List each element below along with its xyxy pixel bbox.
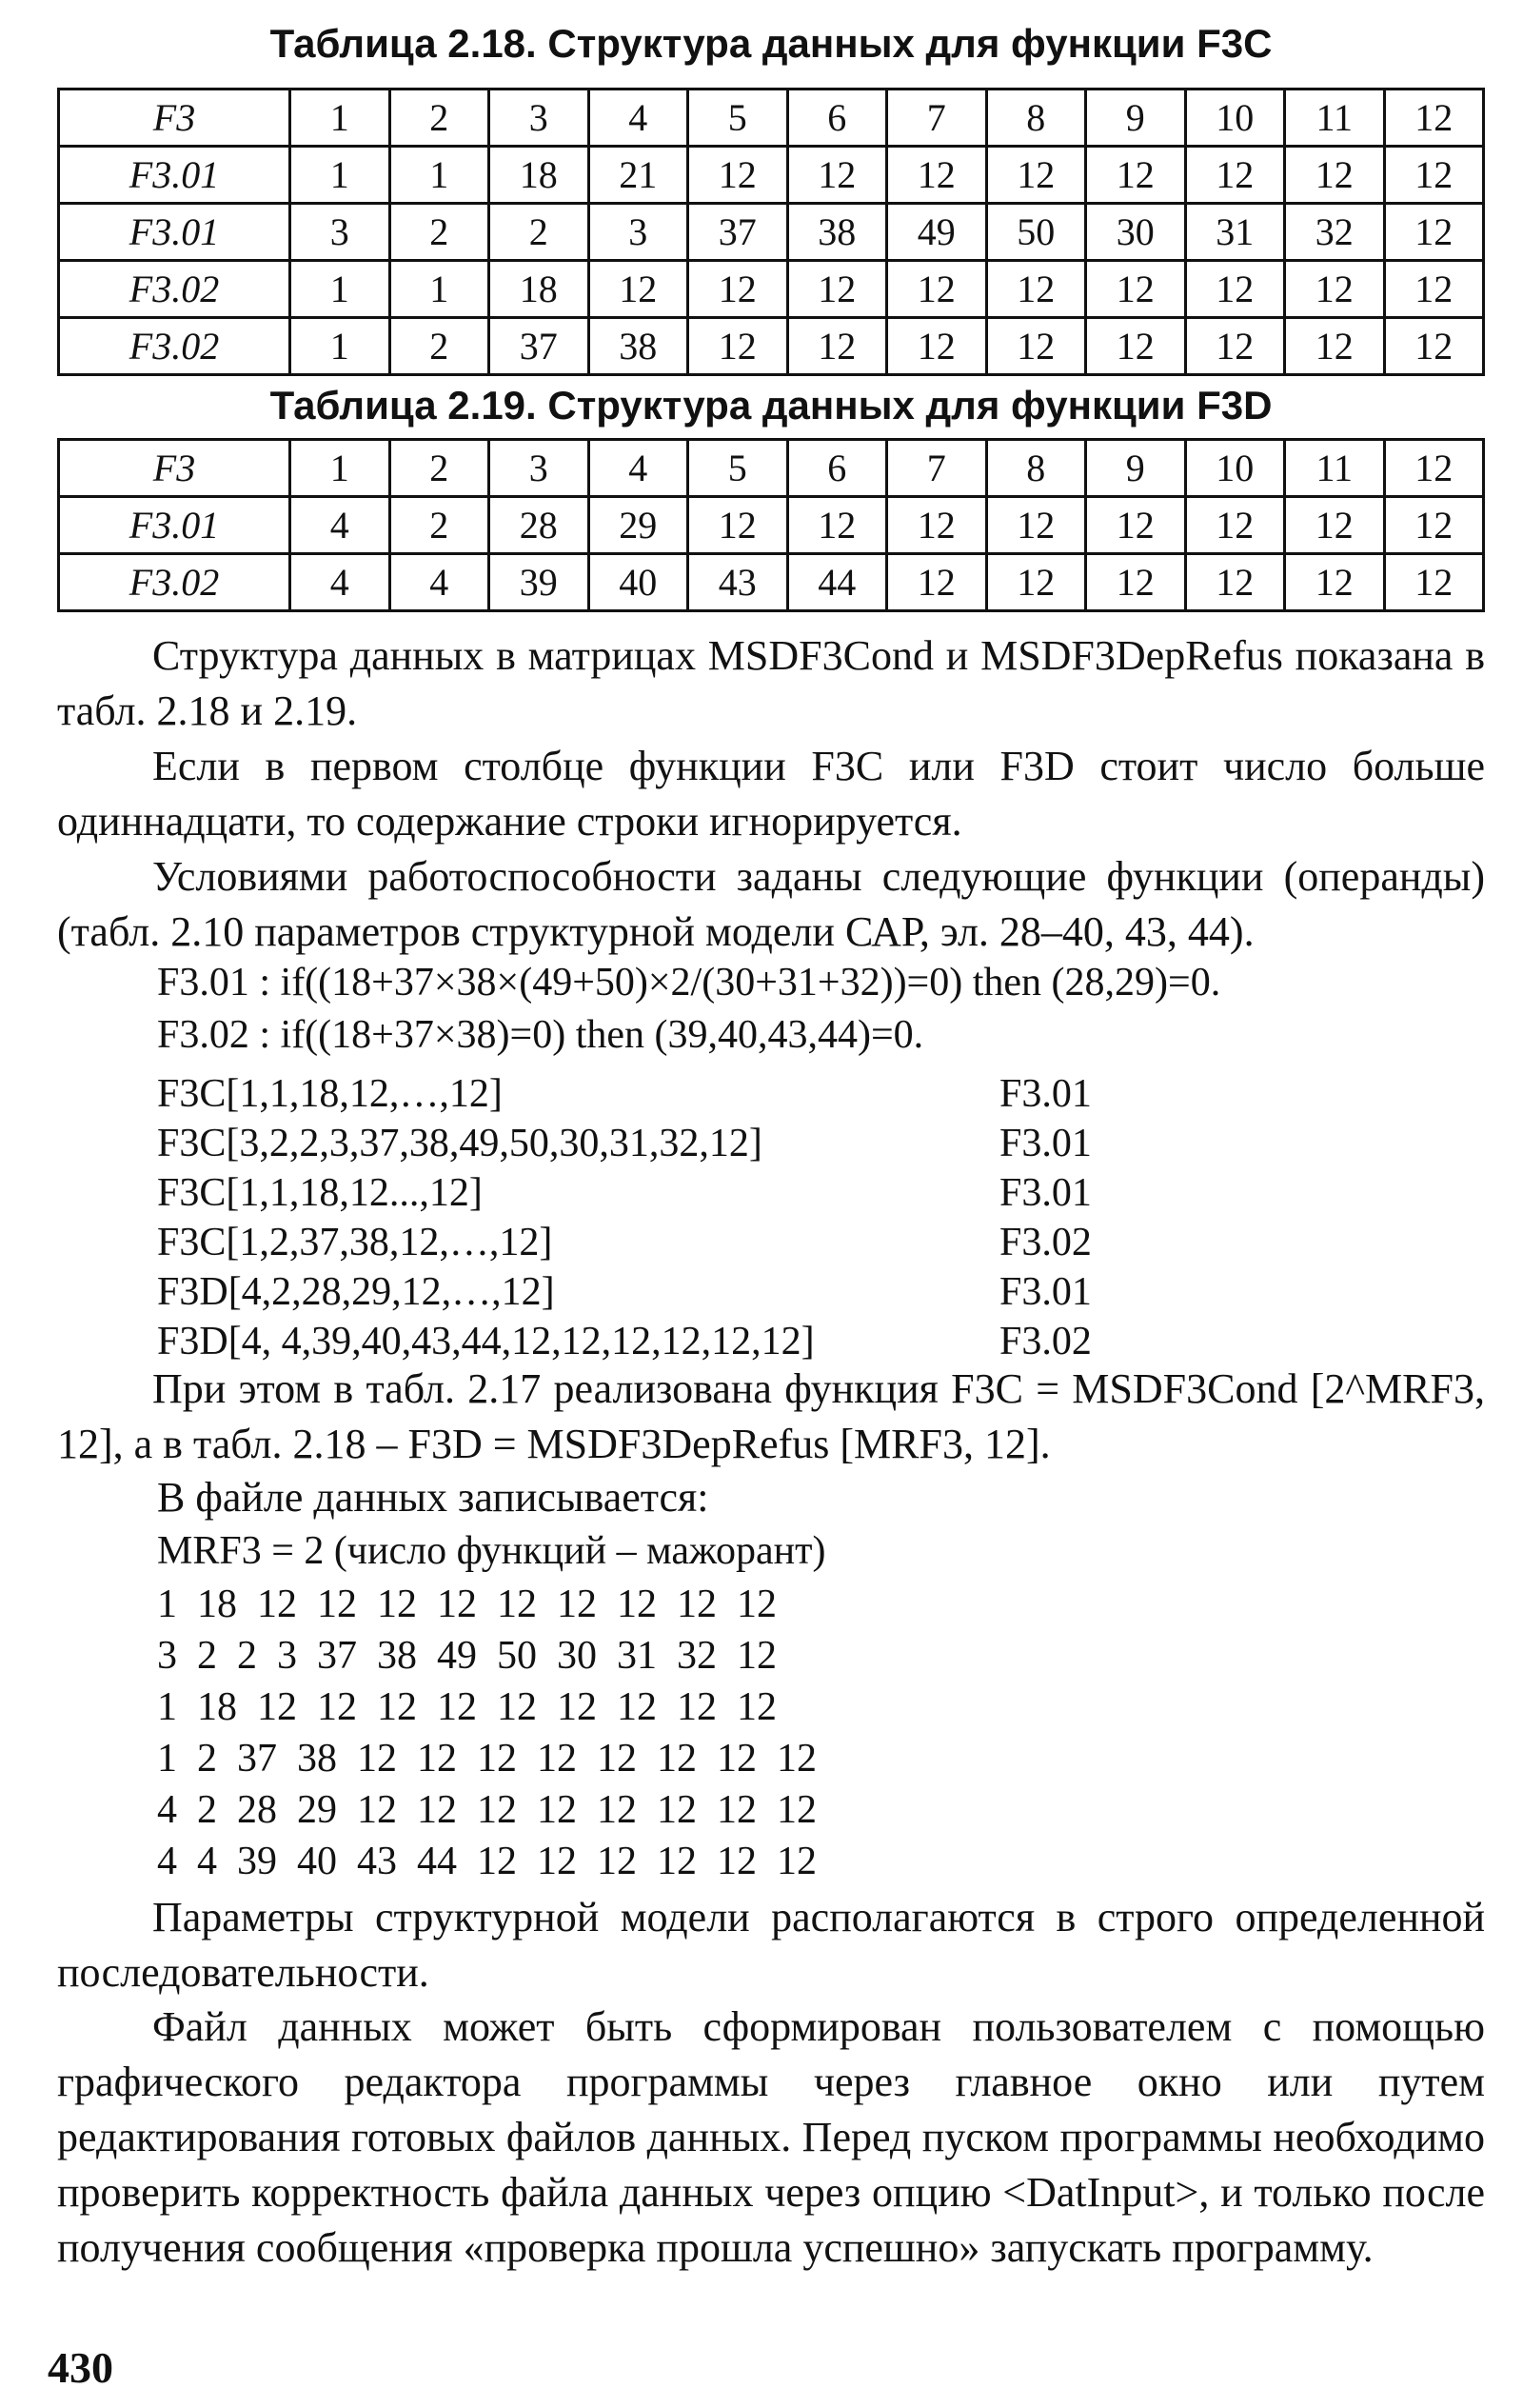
table-cell: F3.01 [59,204,290,261]
file-data-heading: В файле данных записывается: [157,1474,709,1521]
table-cell: 1 [389,147,489,204]
function-call: F3C[3,2,2,3,37,38,49,50,30,31,32,12] [157,1122,762,1165]
table-cell: 39 [489,554,589,611]
table-cell: 7 [887,440,987,497]
data-file-line: 1 2 37 38 12 12 12 12 12 12 12 12 [157,1737,817,1781]
table-row [59,147,1484,204]
paragraph-conditions [57,849,1485,960]
table-cell: 12 [1185,261,1285,318]
table-cell: 12 [1086,554,1186,611]
table-cell: 12 [787,261,887,318]
table-cell: F3 [59,440,290,497]
table-cell: 6 [787,440,887,497]
table-cell: 10 [1185,440,1285,497]
table-cell: 11 [1285,90,1385,147]
table-cell: 12 [1086,261,1186,318]
table-row [59,261,1484,318]
function-call: F3D[4,2,28,29,12,…,12] [157,1270,555,1314]
table-cell: 28 [489,497,589,554]
table-cell: 11 [1285,440,1385,497]
data-file-line: 4 4 39 40 43 44 12 12 12 12 12 12 [157,1840,817,1883]
table-row [59,497,1484,554]
formula-f3-02: F3.02 : if((18+37×38)=0) then (39,40,43,44)=0. [157,1013,924,1057]
table-cell: 10 [1185,90,1285,147]
paragraph-implementation-text: При этом в табл. 2.17 реализована функция F3C = MSDF3Cond [2^MRF3, 12], а в табл. 2.18 – F3D = MSDF3DepRefus [MRF3, 12]. [57,1365,1485,1467]
table-cell: 12 [986,147,1086,204]
table-cell: 9 [1086,440,1186,497]
table-cell: 31 [1185,204,1285,261]
table-cell: 4 [290,497,390,554]
paragraph-file-creation [57,2000,1485,2276]
table-cell: F3.02 [59,318,290,375]
table-cell: 12 [787,147,887,204]
table-cell: 1 [389,261,489,318]
table-cell: F3.02 [59,261,290,318]
table-cell: 4 [588,440,688,497]
table-cell: 12 [1384,440,1484,497]
table-header-row [59,440,1484,497]
table-cell: 12 [1185,554,1285,611]
table-cell: 4 [290,554,390,611]
function-call-operand: F3.01 [999,1171,1092,1215]
paragraph-column-rule [57,739,1485,849]
table-cell: 12 [1185,318,1285,375]
table-cell: 12 [986,318,1086,375]
table-cell: 4 [588,90,688,147]
paragraph-conditions-text: Условиями работоспособности заданы следующие функции (операнды) (табл. 2.10 параметров структурной модели САР, эл. 28–40, 43, 44). [57,853,1485,955]
function-call-operand: F3.01 [999,1072,1092,1116]
table-cell: 12 [1384,204,1484,261]
paragraph-order-text: Параметры структурной модели располагаются в строго определенной последовательности. [57,1894,1485,1996]
table-cell: 12 [1185,497,1285,554]
table-cell: 43 [688,554,788,611]
table-cell: 5 [688,90,788,147]
function-call-operand: F3.02 [999,1221,1092,1264]
table-cell: 2 [389,90,489,147]
table-cell: F3.01 [59,147,290,204]
table-2-18-caption: Таблица 2.18. Структура данных для функции F3C [269,21,1273,66]
table-cell: 37 [489,318,589,375]
table-cell: 12 [887,261,987,318]
paragraph-column-rule-text: Если в первом столбце функции F3C или F3D стоит число больше одиннадцати, то содержание строки игнорируется. [57,743,1485,845]
paragraph-structure [57,628,1485,739]
table-cell: 2 [389,318,489,375]
table-cell: 2 [389,497,489,554]
table-cell: 3 [489,90,589,147]
table-cell: 12 [1285,497,1385,554]
table-cell: 40 [588,554,688,611]
table-cell: 12 [1384,497,1484,554]
table-cell: 8 [986,440,1086,497]
table-cell: 12 [1384,90,1484,147]
table-cell: 49 [887,204,987,261]
table-cell: 12 [688,261,788,318]
data-file-line: 3 2 2 3 37 38 49 50 30 31 32 12 [157,1634,777,1678]
table-cell: 12 [588,261,688,318]
table-cell: 29 [588,497,688,554]
table-cell: 12 [1285,554,1385,611]
table-cell: 1 [290,440,390,497]
table-cell: 8 [986,90,1086,147]
table-cell: 12 [1185,147,1285,204]
table-cell: 5 [688,440,788,497]
table-cell: 12 [1384,554,1484,611]
table-row [59,554,1484,611]
table-cell: 12 [986,554,1086,611]
table-cell: 12 [688,497,788,554]
table-2-19-caption: Таблица 2.19. Структура данных для функции F3D [269,383,1273,428]
table-cell: 12 [1384,261,1484,318]
table-cell: 1 [290,261,390,318]
table-cell: 12 [887,554,987,611]
data-file-line: 1 18 12 12 12 12 12 12 12 12 12 [157,1685,777,1729]
table-cell: 21 [588,147,688,204]
function-call-operand: F3.02 [999,1320,1092,1363]
function-call: F3D[4, 4,39,40,43,44,12,12,12,12,12,12] [157,1320,815,1363]
table-2-18 [57,88,1485,376]
table-2-19 [57,438,1485,612]
table-cell: 38 [588,318,688,375]
table-cell: 4 [389,554,489,611]
paragraph-implementation [57,1362,1485,1472]
function-call: F3C[1,1,18,12...,12] [157,1171,483,1215]
table-cell: 12 [688,147,788,204]
table-cell: 1 [290,90,390,147]
paragraph-file-creation-text: Файл данных может быть сформирован пользователем с помощью графического редактора программы через главное окно или путем редактирования готовых файлов данных. Перед пуском программы необходимо проверить корректность файла данных через опцию <DatInput>, и только после получения сообщения «проверка прошла успешно» запускать программу. [57,2003,1485,2271]
paragraph-order [57,1890,1485,2000]
table-cell: 12 [986,261,1086,318]
table-cell: 12 [1384,318,1484,375]
table-cell: 12 [1285,147,1385,204]
function-call: F3C[1,1,18,12,…,12] [157,1072,503,1116]
table-cell: 37 [688,204,788,261]
table-cell: 2 [389,204,489,261]
table-cell: 30 [1086,204,1186,261]
table-cell: 6 [787,90,887,147]
data-file-line: 4 2 28 29 12 12 12 12 12 12 12 12 [157,1788,817,1832]
page-number: 430 [48,2343,113,2392]
table-cell: 12 [1086,497,1186,554]
table-cell: 3 [588,204,688,261]
function-call-operand: F3.01 [999,1122,1092,1165]
table-cell: 7 [887,90,987,147]
table-cell: 12 [688,318,788,375]
table-cell: 12 [787,318,887,375]
table-cell: 1 [290,147,390,204]
table-cell: 12 [1285,261,1385,318]
table-cell: 12 [887,497,987,554]
table-cell: 18 [489,147,589,204]
table-cell: 38 [787,204,887,261]
table-cell: 9 [1086,90,1186,147]
table-row [59,204,1484,261]
table-cell: F3 [59,90,290,147]
table-cell: 3 [290,204,390,261]
table-cell: 12 [986,497,1086,554]
table-cell: 18 [489,261,589,318]
table-cell: F3.01 [59,497,290,554]
table-cell: 12 [1086,318,1186,375]
table-cell: 32 [1285,204,1385,261]
table-cell: 2 [489,204,589,261]
table-cell: 3 [489,440,589,497]
table-cell: 12 [1086,147,1186,204]
table-cell: 12 [787,497,887,554]
table-cell: 50 [986,204,1086,261]
function-call: F3C[1,2,37,38,12,…,12] [157,1221,553,1264]
table-row [59,318,1484,375]
table-cell: F3.02 [59,554,290,611]
table-cell: 12 [887,318,987,375]
table-header-row [59,90,1484,147]
table-cell: 2 [389,440,489,497]
table-cell: 1 [290,318,390,375]
table-cell: 44 [787,554,887,611]
table-cell: 12 [887,147,987,204]
mrf-line: MRF3 = 2 (число функций – мажорант) [157,1529,826,1573]
table-cell: 12 [1384,147,1484,204]
formula-f3-01: F3.01 : if((18+37×38×(49+50)×2/(30+31+32))=0) then (28,29)=0. [157,961,1221,1005]
table-cell: 12 [1285,318,1385,375]
function-call-operand: F3.01 [999,1270,1092,1314]
data-file-line: 1 18 12 12 12 12 12 12 12 12 12 [157,1582,777,1626]
paragraph-structure-text: Структура данных в матрицах MSDF3Cond и MSDF3DepRefus показана в табл. 2.18 и 2.19. [57,632,1485,734]
